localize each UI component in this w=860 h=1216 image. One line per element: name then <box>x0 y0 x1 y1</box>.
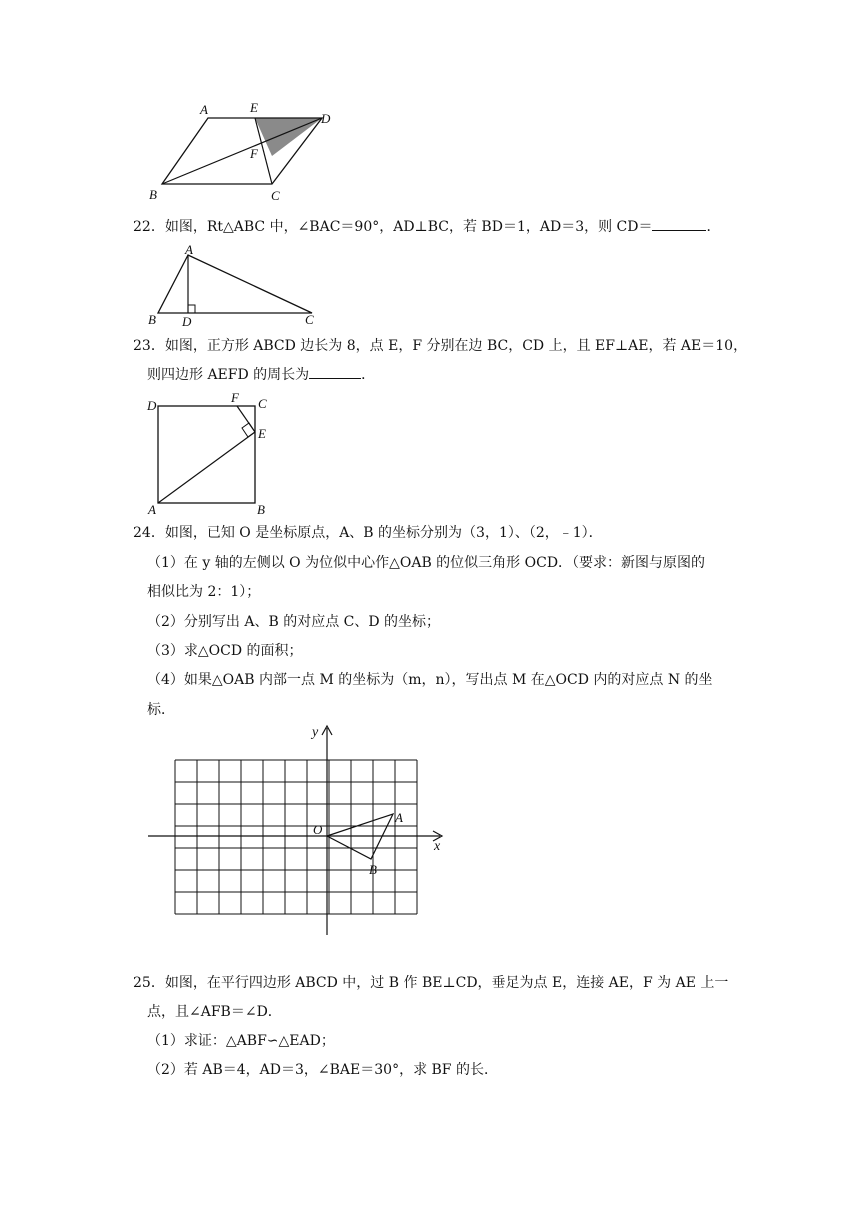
label-d: D <box>147 398 157 413</box>
coordinate-grid-figure <box>140 720 460 940</box>
question-25-line2: 点，且∠AFB＝∠D． <box>147 1004 282 1020</box>
label-c: C <box>258 396 267 411</box>
label-d: D <box>182 314 192 329</box>
label-b: B <box>148 312 156 327</box>
square-abcd <box>158 406 255 503</box>
label-a: A <box>185 243 193 257</box>
question-24-line1: 24．如图，已知 O 是坐标原点，A、B 的坐标分别为（3，1）、（2，﹣1）． <box>133 525 603 541</box>
answer-blank[interactable] <box>652 216 706 231</box>
shaded-triangle <box>255 118 322 156</box>
square-figure <box>140 388 280 518</box>
question-25-part1: （1）求证：△ABF∽△EAD； <box>147 1033 335 1049</box>
question-24-part4-a: （4）如果△OAB 内部一点 M 的坐标为（m，n），写出点 M 在△OCD 内的对应点 N 的坐 <box>147 672 713 688</box>
question-24-part1-a: （1）在 y 轴的左侧以 O 为位似中心作△OAB 的位似三角形 OCD．（要求：新图与原图的 <box>147 555 706 571</box>
question-24-part1-b: 相似比为 2：1）； <box>147 584 261 600</box>
grid-lines <box>175 760 417 914</box>
question-22-end: ． <box>706 219 721 235</box>
parallelogram-figure <box>140 96 350 206</box>
label-d: D <box>321 111 331 126</box>
question-23-line1: 23．如图，正方形 ABCD 边长为 8，点 E，F 分别在边 BC，CD 上，且 EF⊥AE，若 AE＝10， <box>133 338 748 354</box>
question-23-end: ． <box>361 367 376 383</box>
question-22-text: 22．如图，Rt△ABC 中，∠BAC＝90°，AD⊥BC，若 BD＝1，AD＝3，则 CD＝ <box>133 219 653 235</box>
label-a: A <box>200 102 208 117</box>
question-22 <box>133 216 720 237</box>
right-angle-mark <box>188 305 195 313</box>
label-a: A <box>395 810 403 825</box>
label-c: C <box>305 312 314 327</box>
segment-ae <box>158 432 255 503</box>
question-25-line1: 25．如图，在平行四边形 ABCD 中，过 B 作 BE⊥CD，垂足为点 E，连接 AE，F 为 AE 上一 <box>133 975 729 991</box>
label-o: O <box>313 822 323 837</box>
question-25-part2: （2）若 AB＝4，AD＝3，∠BAE＝30°，求 BF 的长． <box>147 1062 498 1078</box>
label-a: A <box>148 502 156 517</box>
question-23-line2-text: 则四边形 AEFD 的周长为 <box>147 367 310 383</box>
label-c: C <box>271 188 280 203</box>
right-triangle-figure <box>142 243 327 329</box>
question-24-part3: （3）求△OCD 的面积； <box>147 643 303 659</box>
label-b: B <box>369 862 377 877</box>
triangle-abc <box>158 255 312 313</box>
question-24-part4-b: 标． <box>147 702 175 718</box>
question-23-line2 <box>147 364 375 385</box>
label-y: y <box>312 725 319 740</box>
answer-blank[interactable] <box>309 364 361 379</box>
label-x: x <box>434 839 441 854</box>
label-e: E <box>258 426 266 441</box>
label-f: F <box>250 146 258 161</box>
label-b: B <box>257 502 265 517</box>
question-24-part2: （2）分别写出 A、B 的对应点 C、D 的坐标； <box>147 614 441 630</box>
label-f: F <box>231 390 239 405</box>
label-b: B <box>149 187 157 202</box>
label-e: E <box>250 100 258 115</box>
diagonal-bd <box>162 118 322 184</box>
